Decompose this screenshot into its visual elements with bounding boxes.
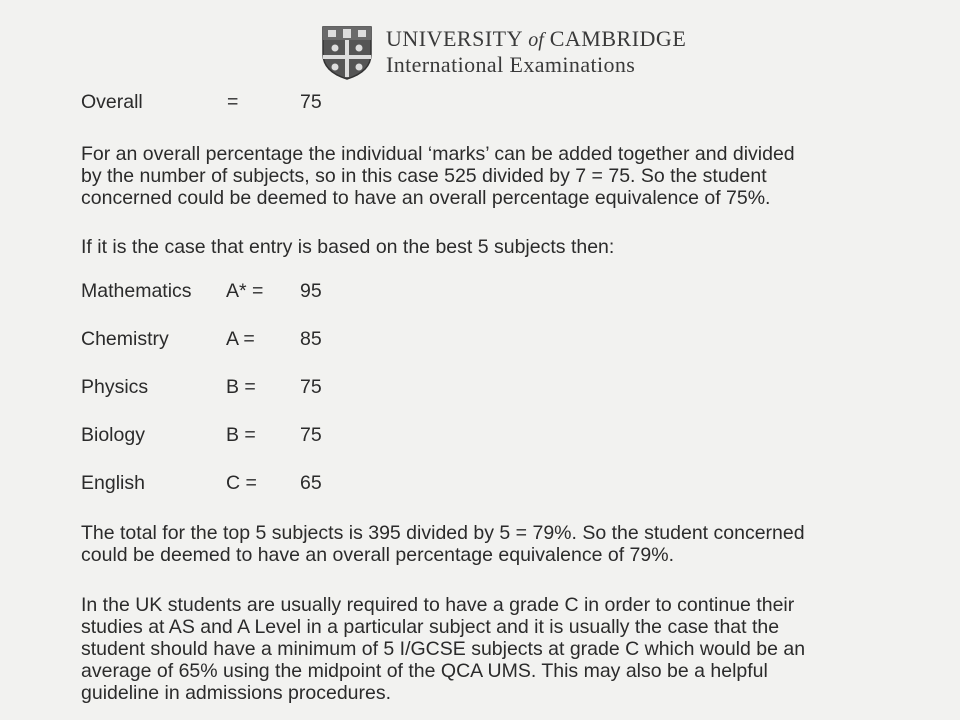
org-name-university: UNIVERSITY [386,26,523,51]
org-name-cambridge: CAMBRIDGE [549,26,687,51]
subject-name: English [81,472,145,494]
subject-mark: 95 [300,280,322,302]
letterhead [320,22,700,82]
university-crest-logo [320,24,374,80]
subject-grade: B = [226,376,256,398]
paragraph-uk-requirements [81,594,921,704]
paragraph-line: The total for the top 5 subjects is 395 divided by 5 = 79%. So the student concerned [81,522,805,544]
overall-equals: = [227,91,239,113]
paragraph-line: concerned could be deemed to have an overall percentage equivalence of 75%. [81,187,771,209]
overall-row [81,90,381,114]
paragraph-top-five-total [81,522,921,566]
subject-name: Physics [81,376,149,398]
subject-grade: A* = [226,280,264,302]
org-name [386,26,686,52]
paragraph-line: guideline in admissions procedures. [81,682,392,704]
paragraph-line: by the number of subjects, so in this case 525 divided by 7 = 75. So the student [81,165,767,187]
paragraph-line: could be deemed to have an overall percentage equivalence of 79%. [81,544,674,566]
org-subtitle: International Examinations [386,52,636,77]
subject-row [81,375,381,399]
subject-grade: B = [226,424,256,446]
subject-grade: A = [226,328,255,350]
overall-label: Overall [81,91,143,113]
subject-mark: 65 [300,472,322,494]
subject-row [81,471,381,495]
subject-row [81,327,381,351]
subject-mark: 75 [300,424,322,446]
subject-name: Biology [81,424,145,446]
subject-mark: 75 [300,376,322,398]
paragraph-line: In the UK students are usually required to have a grade C in order to continue their [81,594,795,616]
overall-value: 75 [300,91,322,113]
paragraph-overall-percentage [81,143,921,209]
subject-row [81,279,381,303]
paragraph-line: average of 65% using the midpoint of the QCA UMS. This may also be a helpful [81,660,768,682]
paragraph-best-five-intro: If it is the case that entry is based on the best 5 subjects then: [81,236,615,258]
subject-grade: C = [226,472,257,494]
subject-name: Mathematics [81,280,192,302]
subject-name: Chemistry [81,328,169,350]
paragraph-line: For an overall percentage the individual ‘marks’ can be added together and divided [81,143,795,165]
subject-mark: 85 [300,328,322,350]
subject-row [81,423,381,447]
paragraph-line: studies at AS and A Level in a particular subject and it is usually the case that the [81,616,780,638]
paragraph-line: student should have a minimum of 5 I/GCSE subjects at grade C which would be an [81,638,806,660]
org-name-of: of [528,29,544,51]
